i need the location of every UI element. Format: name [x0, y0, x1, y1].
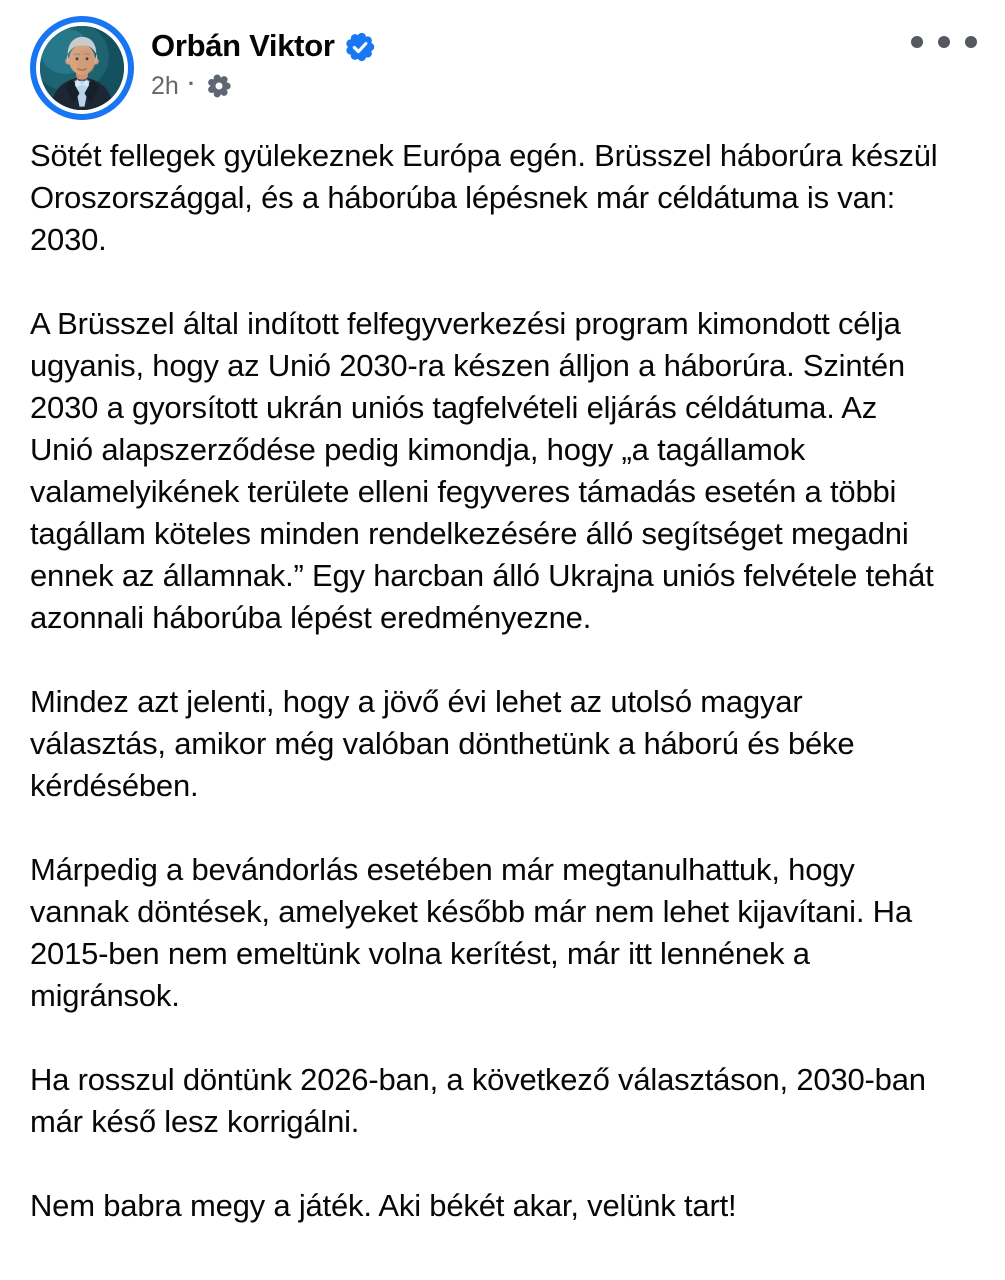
profile-name-link[interactable]: Orbán Viktor	[151, 28, 335, 63]
post-options-button[interactable]	[907, 32, 981, 52]
gear-icon	[205, 72, 233, 100]
dot	[938, 36, 950, 48]
dot	[965, 36, 977, 48]
profile-avatar[interactable]	[30, 16, 134, 120]
post-paragraph: Ha rosszul döntünk 2026-ban, a következő választáson, 2030-ban már késő lesz korrigálni.	[30, 1062, 926, 1139]
post-body	[0, 120, 1005, 1227]
name-row	[151, 28, 375, 64]
dot	[911, 36, 923, 48]
post-paragraph: Nem babra megy a játék. Aki békét akar, velünk tart!	[30, 1188, 737, 1223]
portrait-illustration	[40, 26, 124, 110]
post-paragraph: Mindez azt jelenti, hogy a jövő évi lehet az utolsó magyar választás, amikor még valóban dönthetünk a háború és béke kérdésében.	[30, 684, 855, 803]
profile-photo	[40, 26, 124, 110]
post-paragraph: Sötét fellegek gyülekeznek Európa egén. Brüsszel háborúra készül Oroszországgal, és a háborúba lépésnek már céldátuma is van: 2030.	[30, 138, 938, 257]
header-meta	[151, 28, 375, 101]
post-paragraph: Márpedig a bevándorlás esetében már megtanulhattuk, hogy vannak döntések, amelyeket később már nem lehet kijavítani. Ha 2015-ben nem emeltünk volna kerítést, már itt lennének a migránsok.	[30, 852, 912, 1013]
post-meta-row	[151, 71, 375, 101]
post-paragraph: A Brüsszel által indított felfegyverkezési program kimondott célja ugyanis, hogy az Unió 2030-ra készen álljon a háborúra. Szintén 2030 a gyorsított ukrán uniós tagfelvételi eljárás céldátuma. Az Unió alapszerződése pedig kimondja, hogy „a tagállamok valamelyikének területe elleni fegyveres támadás esetén a többi tagállam köteles minden rendelkezésére álló segítséget megadni ennek az államnak.” Egy harcban álló Ukrajna uniós felvétele tehát azonnali háborúba lépést eredményezne.	[30, 306, 934, 635]
meta-dot-separator: ·	[187, 71, 196, 96]
verified-badge-icon	[345, 32, 375, 62]
post-header	[0, 0, 1005, 120]
post-timestamp[interactable]: 2h	[151, 72, 179, 100]
